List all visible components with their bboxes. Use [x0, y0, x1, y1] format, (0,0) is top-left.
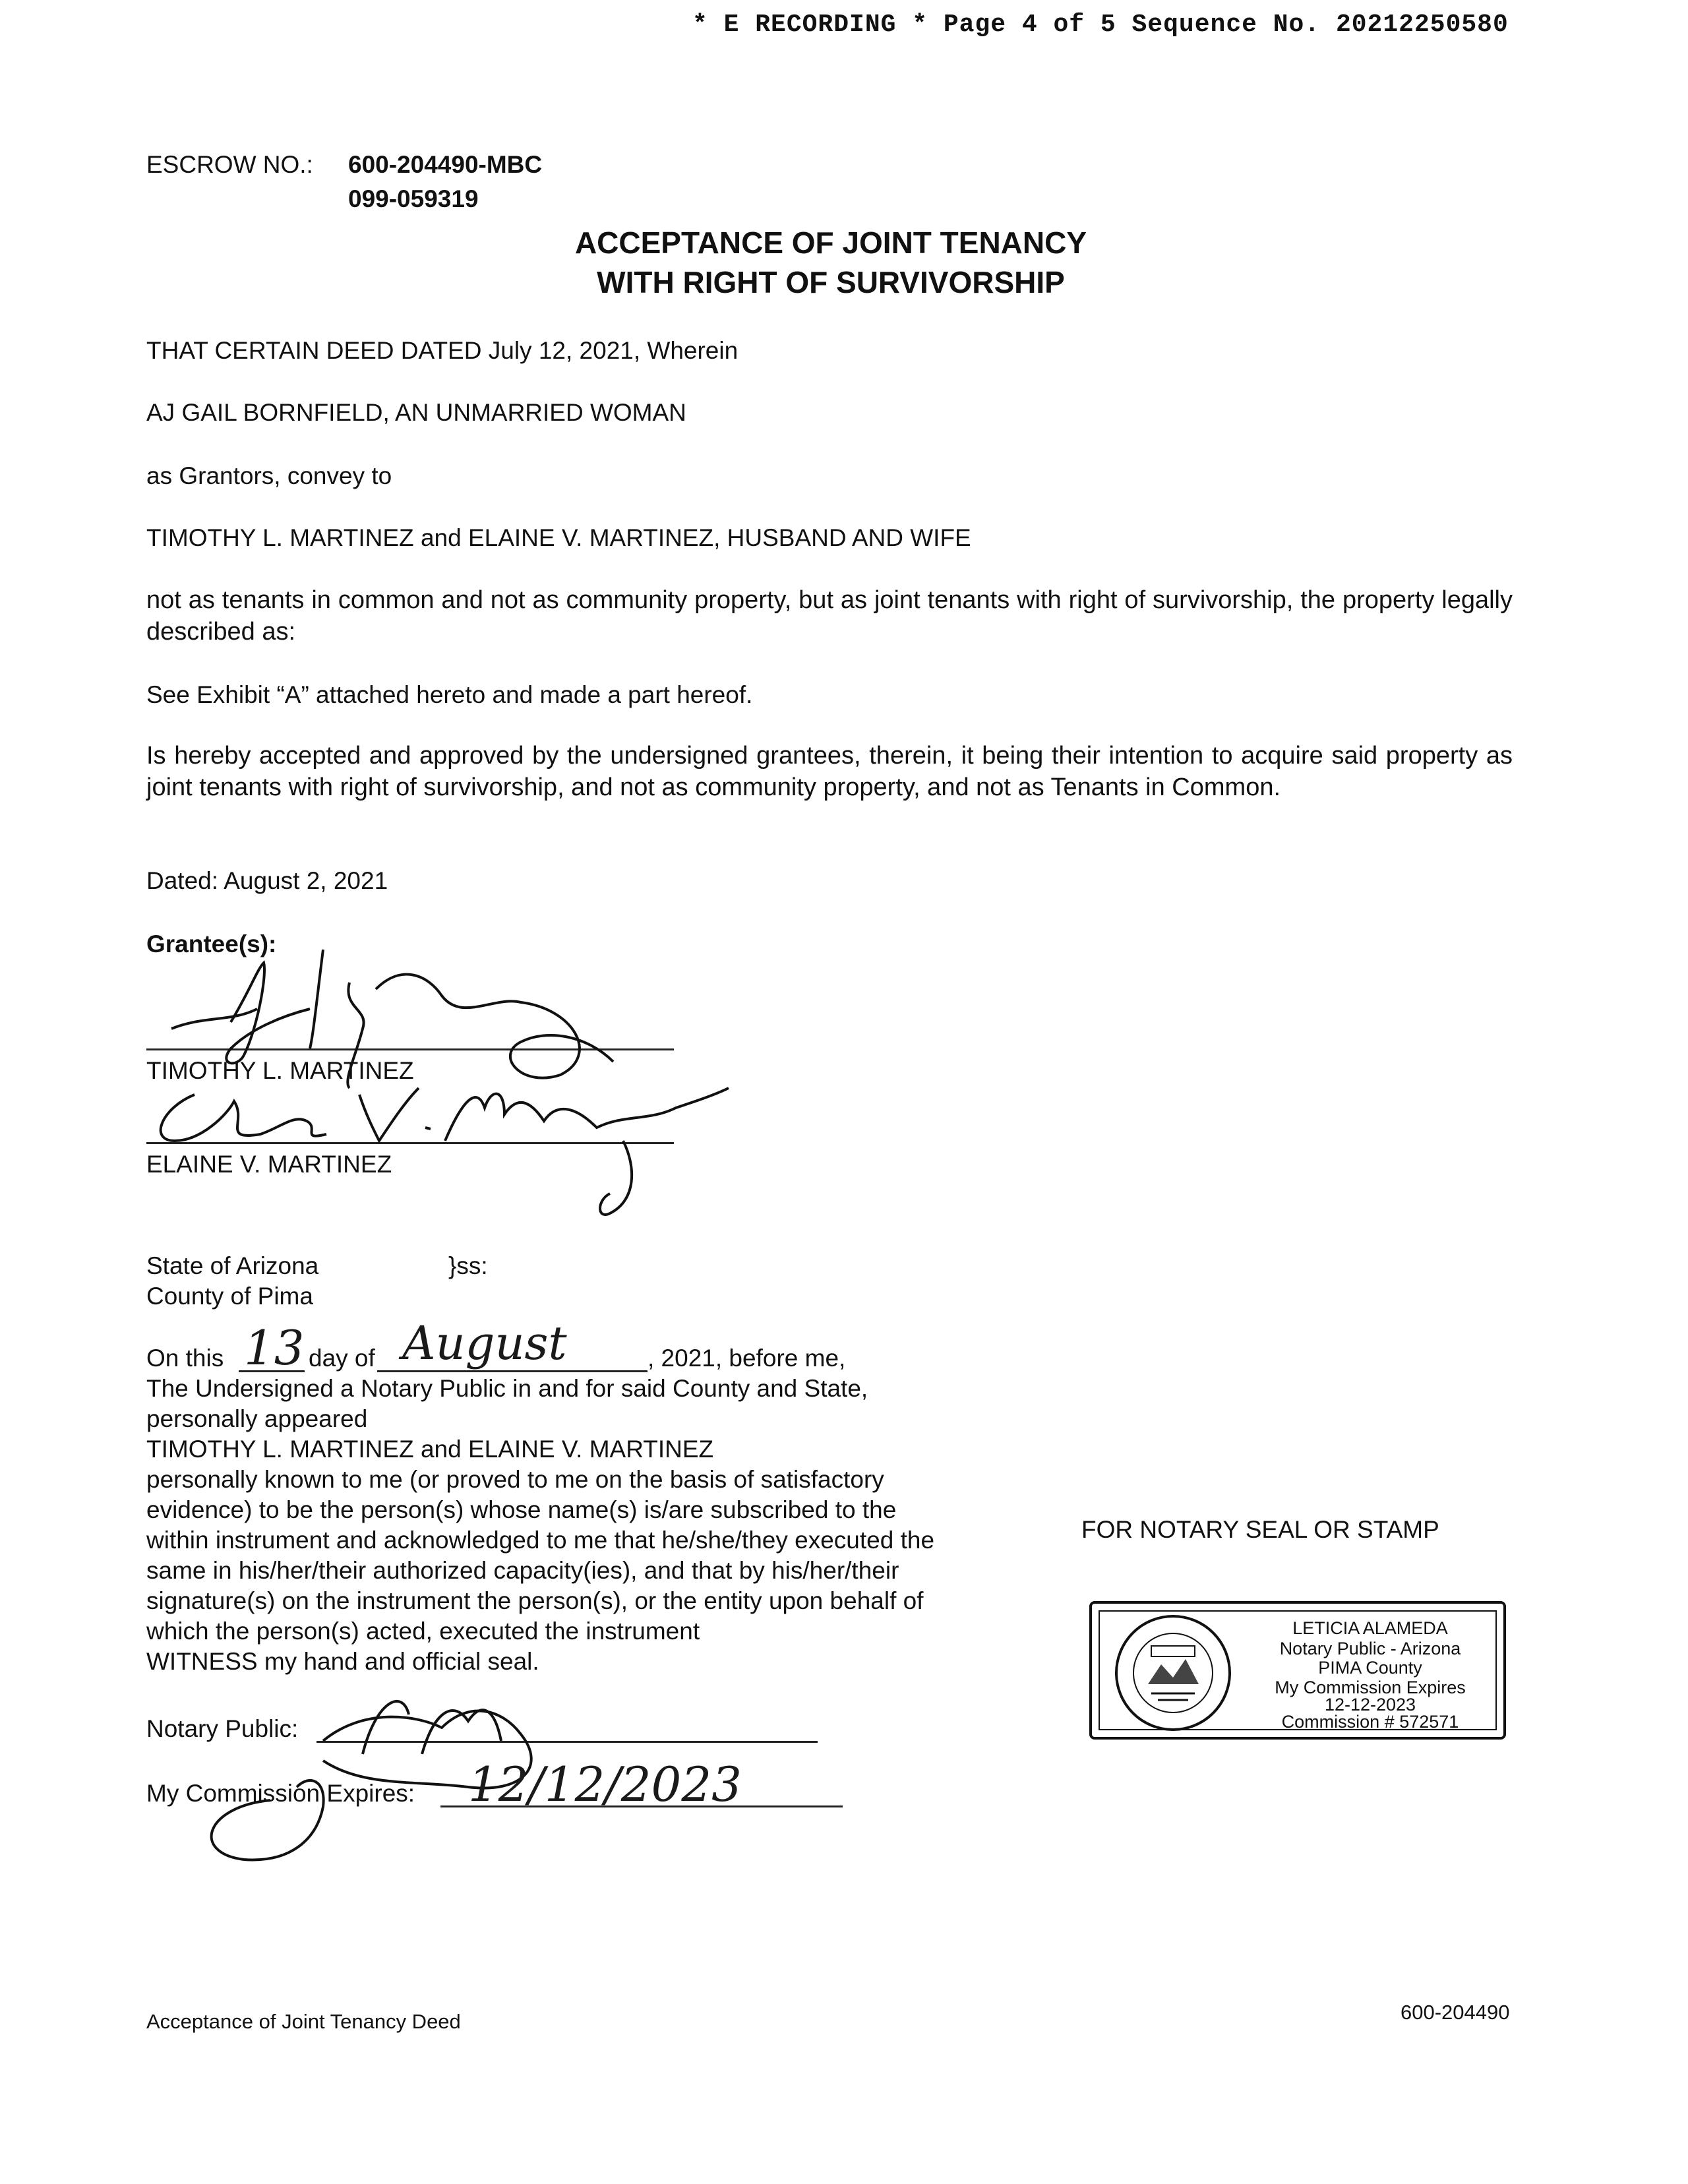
notary-line-6: within instrument and acknowledged to me that he/she/they executed the	[146, 1527, 935, 1554]
signer2-name: ELAINE V. MARTINEZ	[146, 1151, 392, 1178]
commission-expires-value: 12/12/2023	[468, 1757, 742, 1812]
stamp-county: PIMA County	[1318, 1658, 1422, 1678]
stamp-notary-title: Notary Public - Arizona	[1279, 1639, 1461, 1658]
convey-line: as Grantors, convey to	[146, 462, 392, 489]
notary-line-1: The Undersigned a Notary Public in and for said County and State,	[146, 1375, 868, 1402]
notary-line-9: which the person(s) acted, executed the instrument	[146, 1618, 700, 1645]
notary-public-label: Notary Public:	[146, 1715, 299, 1742]
notary-seal-heading: FOR NOTARY SEAL OR STAMP	[1081, 1516, 1439, 1543]
acceptance-paragraph: Is hereby accepted and approved by the undersigned grantees, therein, it being their intention to acquire said property as joint tenants with right of survivorship, and not as community property, and not as Tenants in Common.	[146, 742, 1513, 801]
deed-date-line: THAT CERTAIN DEED DATED July 12, 2021, Wherein	[146, 337, 738, 364]
escrow-number-secondary: 099-059319	[348, 185, 479, 212]
stamp-notary-name: LETICIA ALAMEDA	[1292, 1618, 1448, 1638]
notary-line-10: WITNESS my hand and official seal.	[146, 1648, 539, 1675]
commission-expires-label: My Commission Expires:	[146, 1780, 415, 1807]
year-before-me: , 2021, before me,	[648, 1345, 846, 1372]
signer1-name: TIMOTHY L. MARTINEZ	[146, 1057, 414, 1084]
stamp-commission-number: Commission # 572571	[1281, 1712, 1459, 1732]
exhibit-line: See Exhibit “A” attached hereto and made a part hereof.	[146, 681, 753, 708]
notary-stamp	[1089, 1601, 1506, 1740]
notary-line-8: signature(s) on the instrument the person(s), or the entity upon behalf of	[146, 1587, 924, 1614]
month-blank	[377, 1370, 648, 1372]
document-title-line2: WITH RIGHT OF SURVIVORSHIP	[597, 265, 1065, 299]
venue-county: County of Pima	[146, 1283, 313, 1310]
notary-line-5: evidence) to be the person(s) whose name(s) is/are subscribed to the	[146, 1496, 897, 1523]
day-of-label: day of	[309, 1345, 375, 1372]
on-this-label: On this	[146, 1345, 224, 1372]
tenancy-paragraph: not as tenants in common and not as community property, but as joint tenants with right of survivorship, the property legally described as:	[146, 586, 1513, 646]
recording-header: * E RECORDING * Page 4 of 5 Sequence No. 20212250580	[692, 11, 1509, 39]
grantees-label: Grantee(s):	[146, 930, 277, 957]
day-value: 13	[244, 1320, 305, 1376]
footer-left: Acceptance of Joint Tenancy Deed	[146, 2010, 461, 2033]
arizona-seal-icon	[1112, 1612, 1234, 1734]
footer-right: 600-204490	[1401, 2001, 1510, 2024]
stamp-commission-date: 12-12-2023	[1324, 1695, 1416, 1714]
stamp-commission-label: My Commission Expires	[1275, 1678, 1466, 1697]
notary-line-4: personally known to me (or proved to me on the basis of satisfactory	[146, 1466, 884, 1493]
document-title-line1: ACCEPTANCE OF JOINT TENANCY	[574, 226, 1087, 260]
grantor-line: AJ GAIL BORNFIELD, AN UNMARRIED WOMAN	[146, 399, 686, 426]
elaine-signature-icon	[148, 1068, 742, 1227]
venue-state: State of Arizona	[146, 1252, 319, 1279]
notary-line-2: personally appeared	[146, 1405, 368, 1432]
notary-line-3: TIMOTHY L. MARTINEZ and ELAINE V. MARTINEZ	[146, 1436, 714, 1463]
venue-ss: }ss:	[448, 1252, 488, 1279]
month-value: August	[402, 1316, 567, 1370]
notary-line-7: same in his/her/their authorized capacity(ies), and that by his/her/their	[146, 1557, 899, 1584]
grantees-line: TIMOTHY L. MARTINEZ and ELAINE V. MARTINEZ, HUSBAND AND WIFE	[146, 524, 971, 551]
escrow-label: ESCROW NO.:	[146, 151, 313, 178]
escrow-number: 600-204490-MBC	[348, 151, 543, 178]
dated-line: Dated: August 2, 2021	[146, 867, 388, 894]
